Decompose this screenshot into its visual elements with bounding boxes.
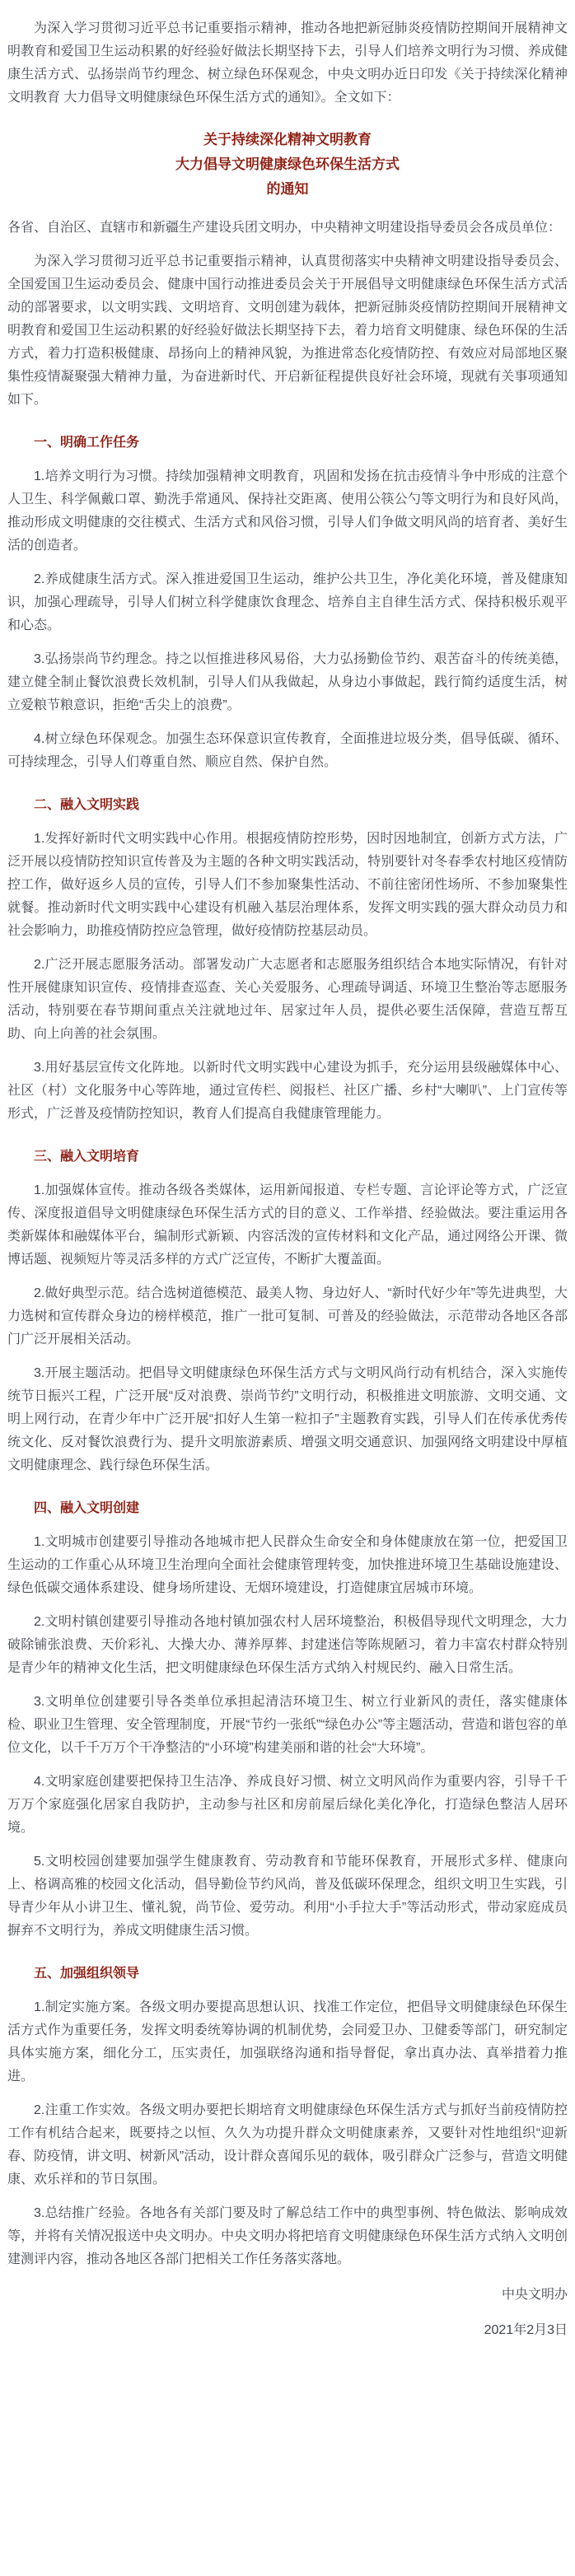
- notice-title-line-1: 关于持续深化精神文明教育: [203, 132, 372, 147]
- section-4-paragraph-5: 5.文明校园创建要加强学生健康教育、劳动教育和节能环保教育，开展形式多样、健康向上、格调高雅的校园文化活动，倡导勤俭节约风尚，普及低碳环保理念，组织文明卫生实践，引导青少年从小讲卫生、懂礼貌，尚节俭、爱劳动。利用“小手拉大手”等活动形式，带动家庭成员摒弃不文明行为，养成文明健康生活习惯。: [7, 1855, 568, 1938]
- section-5-heading: 五、加强组织领导: [34, 1967, 140, 1981]
- section-3-paragraph-3: 3.开展主题活动。把倡导文明健康绿色环保生活方式与文明风尚行动有机结合，深入实施传统节日振兴工程，广泛开展“反对浪费、崇尚节约”文明行动，积极推进文明旅游、文明交通、文明上网行动，在青少年中广泛开展“扣好人生第一粒扣子”主题教育实践，引导人们在传承优秀传统文化、反对餐饮浪费行为、提升文明旅游素质、增强文明交通意识、加强网络文明建设中厚植文明健康理念、践行绿色环保生活。: [7, 1366, 568, 1472]
- section-4-heading: 四、融入文明创建: [34, 1501, 140, 1515]
- section-3-heading: 三、融入文明培育: [34, 1150, 140, 1164]
- issuer-signature: 中央文明办: [501, 2288, 568, 2302]
- issue-date: 2021年2月3日: [484, 2323, 568, 2337]
- preamble-paragraph: 为深入学习贯彻习近平总书记重要指示精神，认真贯彻落实中央精神文明建设指导委员会、全国爱国卫生运动委员会、健康中国行动推进委员会关于开展倡导文明健康绿色环保生活方式活动的部署要求，以文明实践、文明培育、文明创建为载体，把新冠肺炎疫情防控期间开展精神文明教育和爱国卫生运动积累的好经验好做法长期坚持下去，着力培育文明健康、绿色环保的生活方式，着力打造积极健康、昂扬向上的精神风貌，为推进常态化疫情防控、有效应对局部地区聚集性疫情凝聚强大精神力量，为奋进新时代、开启新征程提供良好社会环境，现就有关事项通知如下。: [7, 254, 568, 407]
- section-1-paragraph-2: 2.养成健康生活方式。深入推进爱国卫生运动，维护公共卫生，净化美化环境，普及健康知识，加强心理疏导，引导人们树立科学健康饮食理念、培养自主自律生活方式、保持积极乐观平和心态。: [7, 572, 568, 632]
- salutation: 各省、自治区、直辖市和新疆生产建设兵团文明办，中央精神文明建设指导委员会各成员单位：: [7, 221, 562, 235]
- section-1-paragraph-3: 3.弘扬崇尚节约理念。持之以恒推进移风易俗，大力弘扬勤俭节约、艰苦奋斗的传统美德，建立健全制止餐饮浪费长效机制，引导人们从我做起，从身边小事做起，践行简约适度生活，树立爱粮节粮意识，拒绝“舌尖上的浪费”。: [7, 652, 568, 712]
- section-2-paragraph-3: 3.用好基层宣传文化阵地。以新时代文明实践中心建设为抓手，充分运用县级融媒体中心、社区（村）文化服务中心等阵地，通过宣传栏、阅报栏、社区广播、乡村“大喇叭”、上门宣传等形式，广泛普及疫情防控知识，教育人们提高自我健康管理能力。: [7, 1061, 568, 1121]
- notice-title: [7, 128, 568, 202]
- section-1-heading: 一、明确工作任务: [34, 436, 140, 450]
- section-5-paragraph-3: 3.总结推广经验。各地各有关部门要及时了解总结工作中的典型事例、特色做法、影响成效等，并将有关情况报送中央文明办。中央文明办将把培育文明健康绿色环保生活方式纳入文明创建测评内容，推动各地区各部门把相关工作任务落实落地。: [7, 2206, 568, 2266]
- notice-title-line-2: 大力倡导文明健康绿色环保生活方式: [175, 156, 400, 172]
- section-2-paragraph-2: 2.广泛开展志愿服务活动。部署发动广大志愿者和志愿服务组织结合本地实际情况，有针对性开展健康知识宣传、疫情排查巡查、关心关爱服务、心理疏导调适、环境卫生整治等志愿服务活动，特别要在春节期间重点关注就地过年、居家过年人员，提供必要生活保障，营造互帮互助、向上向善的社会氛围。: [7, 958, 568, 1041]
- section-4-paragraph-2: 2.文明村镇创建要引导推动各地村镇加强农村人居环境整治，积极倡导现代文明理念，大力破除铺张浪费、天价彩礼、大操大办、薄养厚葬、封建迷信等陈规陋习，着力丰富农村群众特别是青少年的精神文化生活，把文明健康绿色环保生活方式纳入村规民约、融入日常生活。: [7, 1615, 568, 1675]
- section-1-paragraph-1: 1.培养文明行为习惯。持续加强精神文明教育，巩固和发扬在抗击疫情斗争中形成的注意个人卫生、科学佩戴口罩、勤洗手常通风、保持社交距离、使用公筷公勺等文明行为和良好风尚，推动形成文明健康的交往模式、生活方式和风俗习惯，引导人们争做文明风尚的培育者、美好生活的创造者。: [7, 469, 568, 553]
- section-2-heading: 二、融入文明实践: [34, 798, 140, 812]
- section-4-paragraph-4: 4.文明家庭创建要把保持卫生洁净、养成良好习惯、树立文明风尚作为重要内容，引导千千万万个家庭强化居家自我防护，主动参与社区和房前屋后绿化美化净化，打造绿色整洁人居环境。: [7, 1775, 568, 1835]
- section-3-paragraph-2: 2.做好典型示范。结合选树道德模范、最美人物、身边好人、“新时代好少年”等先进典型，大力选树和宣传群众身边的榜样模范，推广一批可复制、可普及的经验做法，示范带动各地区各部门广泛开展相关活动。: [7, 1286, 568, 1346]
- notice-title-line-3: 的通知: [266, 181, 309, 197]
- section-5-paragraph-1: 1.制定实施方案。各级文明办要提高思想认识、找准工作定位，把倡导文明健康绿色环保生活方式作为重要任务，发挥文明委统筹协调的机制优势，会同爱卫办、卫健委等部门，研究制定具体实施方案，细化分工，压实责任，加强联络沟通和指导督促，拿出真办法、真举措着力推进。: [7, 2000, 568, 2084]
- section-4-paragraph-1: 1.文明城市创建要引导推动各地城市把人民群众生命安全和身体健康放在第一位，把爱国卫生运动的工作重心从环境卫生治理向全面社会健康管理转变，加快推进环境卫生基础设施建设、绿色低碳交通体系建设、健身场所建设、无烟环境建设，打造健康宜居城市环境。: [7, 1535, 568, 1595]
- section-3-paragraph-1: 1.加强媒体宣传。推动各级各类媒体，运用新闻报道、专栏专题、言论评论等方式，广泛宣传、深度报道倡导文明健康绿色环保生活方式的目的意义、工作举措、经验做法。要注重运用各类新媒体和融媒体平台，编制形式新颖、内容活泼的宣传材料和文化产品，通过网络公开课、微博话题、视频短片等灵活多样的方式广泛宣传，不断扩大覆盖面。: [7, 1183, 568, 1267]
- section-1-paragraph-4: 4.树立绿色环保观念。加强生态环保意识宣传教育，全面推进垃圾分类，倡导低碳、循环、可持续理念，引导人们尊重自然、顺应自然、保护自然。: [7, 732, 568, 769]
- section-4-paragraph-3: 3.文明单位创建要引导各类单位承担起清洁环境卫生、树立行业新风的责任，落实健康体检、职业卫生管理、安全管理制度，开展“节约一张纸”“绿色办公”等主题活动，营造和谐包容的单位文化，以千千万万个干净整洁的“小环境”构建美丽和谐的社会“大环境”。: [7, 1695, 568, 1755]
- section-5-paragraph-2: 2.注重工作实效。各级文明办要把长期培育文明健康绿色环保生活方式与抓好当前疫情防控工作有机结合起来，既要持之以恒、久久为功提升群众文明健康素养，又要针对性地组织“迎新春、防疫情，讲文明、树新风”活动，设计群众喜闻乐见的载体，吸引群众广泛参与，营造文明健康、欢乐祥和的节日氛围。: [7, 2103, 568, 2186]
- section-2-paragraph-1: 1.发挥好新时代文明实践中心作用。根据疫情防控形势，因时因地制宜，创新方式方法，广泛开展以疫情防控知识宣传普及为主题的各种文明实践活动，特别要针对冬春季农村地区疫情防控工作，做好返乡人员的宣传，引导人们不参加聚集性活动、不前往密闭性场所、不参加聚集性就餐。推动新时代文明实践中心建设有机融入基层治理体系，发挥文明实践的强大群众动员力和社会影响力，助推疫情防控应急管理，做好疫情防控基层动员。: [7, 832, 568, 938]
- intro-paragraph: 为深入学习贯彻习近平总书记重要指示精神，推动各地把新冠肺炎疫情防控期间开展精神文明教育和爱国卫生运动积累的好经验好做法长期坚持下去，引导人们培养文明行为习惯、养成健康生活方式、弘扬崇尚节约理念、树立绿色环保观念，中央文明办近日印发《关于持续深化精神文明教育 大力倡导文明健康绿色环保生活方式的通知》。全文如下：: [7, 21, 568, 105]
